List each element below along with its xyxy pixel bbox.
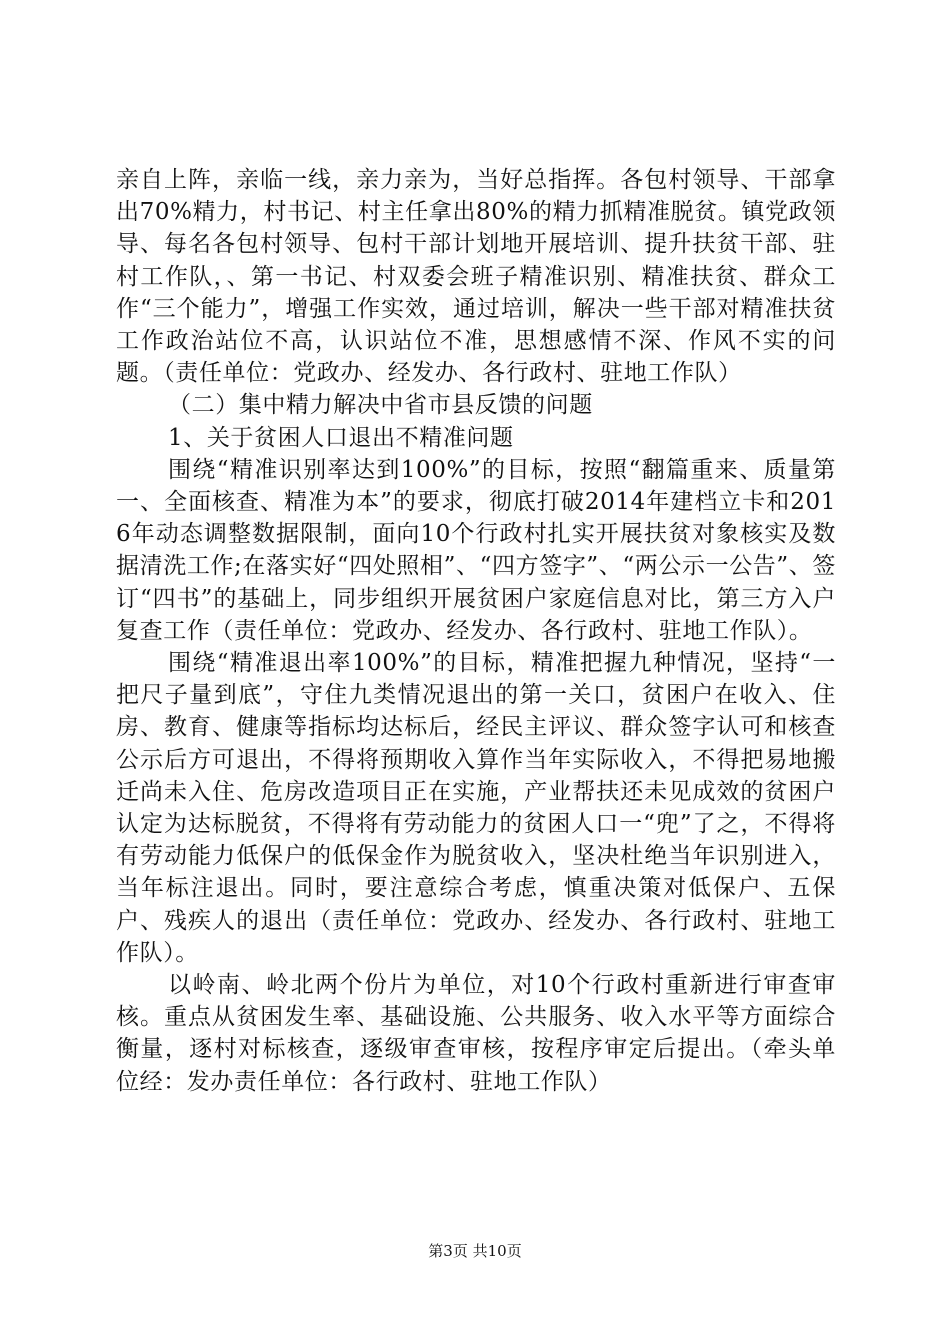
paragraph-village-review: 以岭南、岭北两个份片为单位，对10个行政村重新进行审查审核。重点从贫困发生率、基础设施、公共服务、收入水平等方面综合衡量，逐村对标核查，逐级审查审核，按程序审定后提出。（牵头单位经：发办责任单位：各行政村、驻地工作队） [116,972,836,1095]
page-footer: 第3页 共10页 [428,1242,522,1260]
subsection-heading: 1、关于贫困人口退出不精准问题 [168,424,514,451]
paragraph-exit-criteria: 围绕“精准退出率100%”的目标，精准把握九种情况，坚持“一把尺子量到底”，守住九类情况退出的第一关口，贫困户在收入、住房、教育、健康等指标均达标后，经民主评议、群众签字认可和核查公示后方可退出，不得将预期收入算作当年实际收入，不得把易地搬迁尚未入住、危房改造项目正在实施，产业帮扶还未见成效的贫困户认定为达标脱贫，不得将有劳动能力的贫困人口一“兜”了之，不得将有劳动能力低保户的低保金作为脱贫收入，坚决杜绝当年识别进入，当年标注退出。同时，要注意综合考虑，慎重决策对低保户、五保户、残疾人的退出（责任单位：党政办、经发办、各行政村、驻地工作队）。 [116,650,836,966]
paragraph-identification: 围绕“精准识别率达到100%”的目标，按照“翻篇重来、质量第一、全面核查、精准为本”的要求，彻底打破2014年建档立卡和2016年动态调整数据限制，面向10个行政村扎实开展扶贫对象核实及数据清洗工作;在落实好“四处照相”、“四方签字”、“两公示一公告”、签订“四书”的基础上，同步组织开展贫困户家庭信息对比，第三方入户复查工作（责任单位：党政办、经发办、各行政村、驻地工作队）。 [116,456,836,644]
section-heading: （二）集中精力解决中省市县反馈的问题 [168,392,593,419]
paragraph-training: 亲自上阵，亲临一线，亲力亲为，当好总指挥。各包村领导、干部拿出70%精力，村书记、村主任拿出80%的精力抓精准脱贫。镇党政领导、每名各包村领导、包村干部计划地开展培训、提升扶贫干部、驻村工作队，、第一书记、村双委会班子精准识别、精准扶贫、群众工作“三个能力”，增强工作实效，通过培训，解决一些干部对精准扶贫工作政治站位不高，认识站位不准，思想感情不深、作风不实的问题。（责任单位：党政办、经发办、各行政村、驻地工作队） [116,167,836,387]
document-body [116,164,836,1098]
